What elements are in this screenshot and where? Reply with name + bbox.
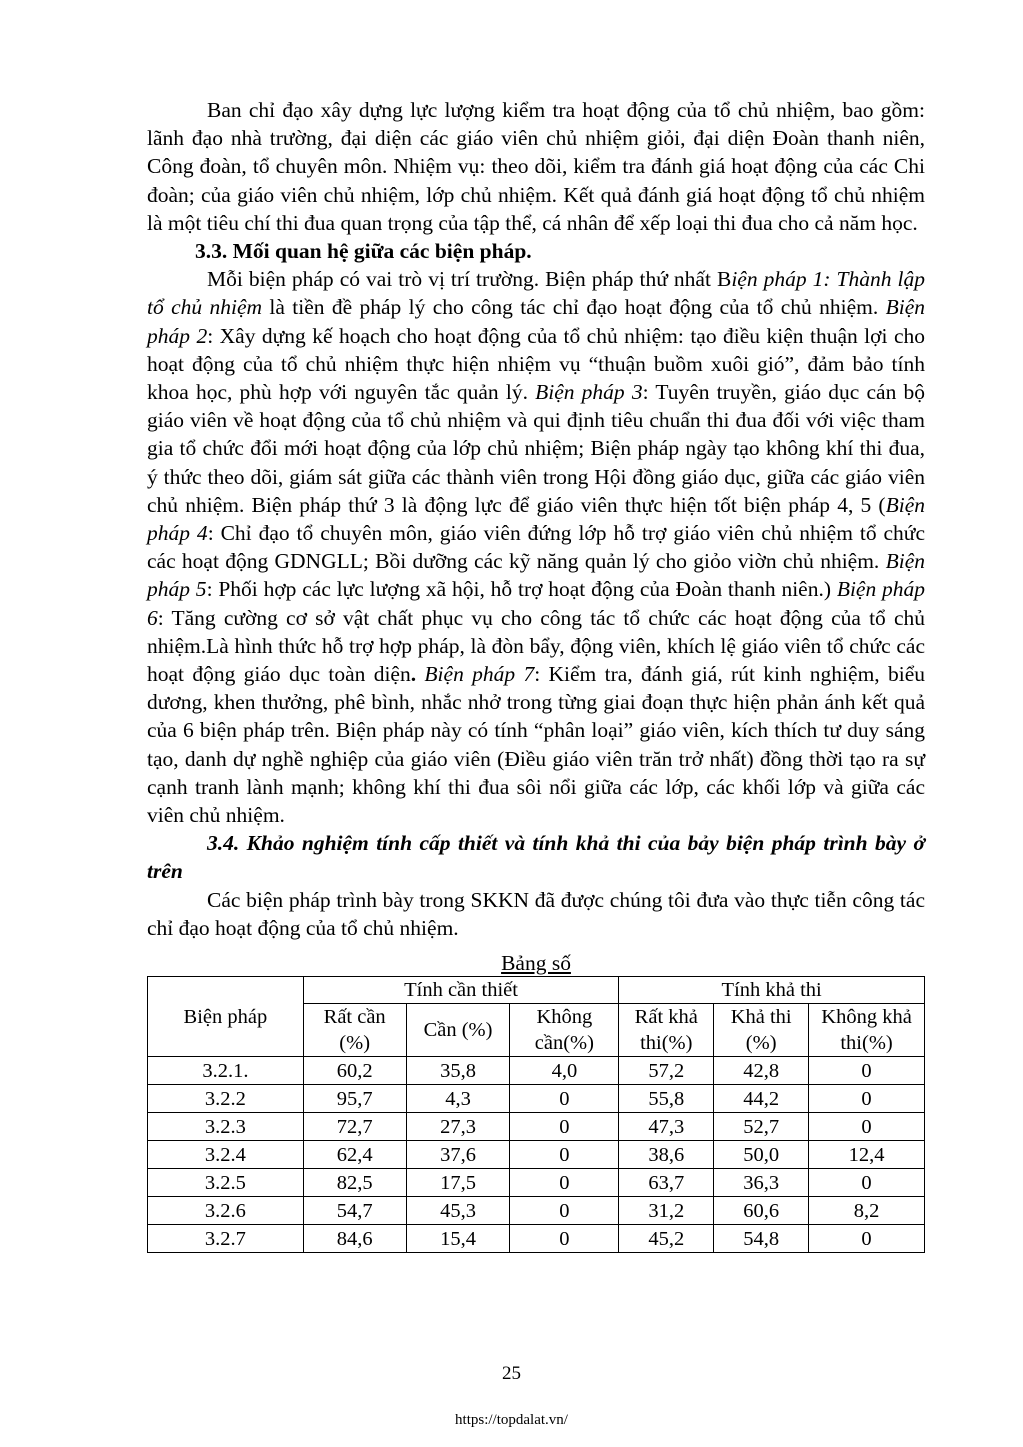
- table-cell-measure: 3.2.5: [148, 1169, 304, 1197]
- text-run: : Tuyên truyền, giáo dục cán bộ giáo viên về hoạt động của tổ chủ nhiệm và qui định tiêu chuẩn thi đua đối với việc tham gia tổ chức đổi mới hoạt động của lớp chủ nhiệm; Biện pháp ngày tạo không khí thi đua, ý thức theo dõi, giám sát giữa các thành viên trong Hội đồng giáo dục, giữa các giáo viên chủ nhiệm. Biện pháp thứ 3 là động lực để giáo viên thực hiện tốt biện pháp 4, 5 (: [147, 380, 926, 517]
- table-cell-value: 47,3: [619, 1113, 714, 1141]
- survey-table: [147, 976, 925, 1253]
- italic-run: Biện pháp 4: [147, 492, 925, 546]
- table-cell-value: 37,6: [406, 1141, 510, 1169]
- table-cell-value: 62,4: [303, 1141, 406, 1169]
- table-cell-value: 0: [809, 1085, 925, 1113]
- italic-run: iện pháp 1: Thành lập tổ chủ nhiệm: [147, 267, 925, 320]
- table-cell-value: 55,8: [619, 1085, 714, 1113]
- table-cell-value: 72,7: [303, 1113, 406, 1141]
- table-cell-value: 15,4: [406, 1225, 510, 1253]
- table-cell-value: 0: [510, 1141, 619, 1169]
- heading-3-4: 3.4. Khảo nghiệm tính cấp thiết và tính khả thi của bảy biện pháp trình bày ở trên: [147, 831, 925, 884]
- table-cell-value: 38,6: [619, 1141, 714, 1169]
- table-cell-value: 95,7: [303, 1085, 406, 1113]
- table-cell-value: 0: [510, 1169, 619, 1197]
- table-cell-value: 0: [510, 1085, 619, 1113]
- subheader-rat-can: Rất cần (%): [303, 1004, 406, 1057]
- paragraph-leadership-board: Ban chỉ đạo xây dựng lực lượng kiểm tra hoạt động của tổ chủ nhiệm, bao gồm: lãnh đạo nhà trường, đại diện các giáo viên chủ nhiệm giỏi, đại diện Đoàn thanh niên, Công đoàn, tổ chuyên môn. Nhiệm vụ: theo dõi, kiểm tra đánh giá hoạt động của các Chi đoàn; của giáo viên chủ nhiệm, lớp chủ nhiệm. Kết quả đánh giá hoạt động tổ chủ nhiệm là một tiêu chí thi đua quan trọng của tập thể, cá nhân để xếp loại thi đua cho cả năm học.: [147, 98, 925, 235]
- table-cell-value: 0: [809, 1225, 925, 1253]
- table-row: [148, 1113, 925, 1141]
- heading-3-3: 3.3. Mối quan hệ giữa các biện pháp.: [195, 239, 532, 264]
- text-run: : Tăng cường cơ sở vật chất phục vụ cho công tác tổ chức các hoạt động của tổ chủ nhiệm.Là hình thức hỗ trợ hợp pháp, là đòn bẩy, động viên, khích lệ giáo viên tổ chức các hoạt động giáo dục toàn diện: [147, 605, 925, 687]
- table-cell-value: 45,2: [619, 1225, 714, 1253]
- table-cell-value: 0: [809, 1113, 925, 1141]
- header-bien-phap: Biện pháp: [148, 977, 304, 1057]
- subheader-rat-kha-thi: Rất khả thi(%): [619, 1004, 714, 1057]
- table-cell-value: 27,3: [406, 1113, 510, 1141]
- subheader-khong-can: Không cần(%): [510, 1004, 619, 1057]
- footer-url: https://topdalat.vn/: [455, 1412, 568, 1428]
- table-cell-value: 36,3: [714, 1169, 809, 1197]
- table-cell-measure: 3.2.6: [148, 1197, 304, 1225]
- italic-run: Biện pháp 7: [424, 662, 535, 687]
- table-cell-value: 54,7: [303, 1197, 406, 1225]
- table-row: [148, 1057, 925, 1085]
- table-cell-value: 57,2: [619, 1057, 714, 1085]
- table-row: [148, 1169, 925, 1197]
- table-body: [148, 1057, 925, 1253]
- table-cell-value: 35,8: [406, 1057, 510, 1085]
- table-cell-value: 63,7: [619, 1169, 714, 1197]
- italic-run: Biện pháp 2: [147, 295, 926, 348]
- table-cell-value: 60,2: [303, 1057, 406, 1085]
- table-header-row: [148, 977, 925, 1004]
- header-tinh-kha-thi: Tính khả thi: [619, 977, 925, 1004]
- table-cell-value: 50,0: [714, 1141, 809, 1169]
- bold-run: .: [410, 662, 417, 687]
- table-cell-value: 84,6: [303, 1225, 406, 1253]
- table-cell-measure: 3.2.4: [148, 1141, 304, 1169]
- italic-run: Biện pháp 3: [535, 380, 643, 405]
- table-cell-value: 4,0: [510, 1057, 619, 1085]
- text-run: Mỗi biện pháp có vai trò vị trí trường. Biện pháp thứ nhất B: [207, 267, 732, 292]
- table-row: [148, 1197, 925, 1225]
- table-row: [148, 1225, 925, 1253]
- table-row: [148, 1141, 925, 1169]
- text-run: là tiền đề pháp lý cho công tác chỉ đạo hoạt động của tổ chủ nhiệm.: [262, 295, 886, 320]
- table-cell-value: 0: [809, 1057, 925, 1085]
- table-cell-value: 4,3: [406, 1085, 510, 1113]
- table-cell-value: 0: [510, 1113, 619, 1141]
- table-cell-measure: 3.2.1.: [148, 1057, 304, 1085]
- document-page: [147, 96, 925, 1253]
- table-cell-value: 52,7: [714, 1113, 809, 1141]
- table-row: [148, 1085, 925, 1113]
- table-cell-value: 60,6: [714, 1197, 809, 1225]
- table-cell-measure: 3.2.3: [148, 1113, 304, 1141]
- table-cell-value: 0: [510, 1197, 619, 1225]
- text-run: : Kiểm tra, đánh giá, rút kinh nghiệm, biểu dương, khen thưởng, phê bình, nhắc nhở trong từng giai đoạn thực hiện phản ánh kết quả của 6 biện pháp trên. Biện pháp này có tính “phân loại” giáo viên, kích thích tư duy sáng tạo, danh dự nghề nghiệp của giáo viên (Điều giáo viên trăn trở nhất) đồng thời tạo ra sự cạnh tranh lành mạnh; không khí thi đua sôi nổi giữa các lớp, các khối lớp và giữa các viên chủ nhiệm.: [147, 662, 926, 828]
- paragraph-relationship: [147, 265, 925, 829]
- header-tinh-can-thiet: Tính cần thiết: [303, 977, 619, 1004]
- table-cell-value: 82,5: [303, 1169, 406, 1197]
- page-number: 25: [502, 1363, 521, 1384]
- subheader-can: Cần (%): [406, 1004, 510, 1057]
- table-cell-value: 44,2: [714, 1085, 809, 1113]
- subheader-khong-kha-thi: Không khả thi(%): [809, 1004, 925, 1057]
- subheader-kha-thi: Khả thi (%): [714, 1004, 809, 1057]
- table-cell-value: 8,2: [809, 1197, 925, 1225]
- table-cell-value: 31,2: [619, 1197, 714, 1225]
- table-cell-value: 54,8: [714, 1225, 809, 1253]
- table-cell-value: 0: [510, 1225, 619, 1253]
- table-cell-value: 0: [809, 1169, 925, 1197]
- table-cell-measure: 3.2.2: [148, 1085, 304, 1113]
- text-run: : Xây dựng kế hoạch cho hoạt động của tổ chủ nhiệm: tạo điều kiện thuận lợi cho hoạt động của tổ chủ nhiệm thực hiện nhiệm vụ “thuận buồm xuôi gió”, đảm bảo tính khoa học, phù hợp với nguyên tắc quản lý.: [147, 323, 925, 405]
- table-cell-value: 17,5: [406, 1169, 510, 1197]
- table-cell-measure: 3.2.7: [148, 1225, 304, 1253]
- table-cell-value: 12,4: [809, 1141, 925, 1169]
- table-cell-value: 42,8: [714, 1057, 809, 1085]
- paragraph-experiment: Các biện pháp trình bày trong SKKN đã được chúng tôi đưa vào thực tiễn công tác chỉ đạo hoạt động của tổ chủ nhiệm.: [147, 887, 925, 940]
- table-caption: Bảng số: [501, 951, 571, 976]
- italic-run: Biện pháp 5: [147, 549, 925, 602]
- table-cell-value: 45,3: [406, 1197, 510, 1225]
- italic-run: Biện pháp 6: [147, 577, 926, 630]
- text-run: : Phối hợp các lực lượng xã hội, hỗ trợ hoạt động của Đoàn thanh niên.): [206, 577, 837, 602]
- text-run: : Chỉ đạo tổ chuyên môn, giáo viên đứng lớp hỗ trợ giáo viên chủ nhiệm tổ chức các hoạt động GDNGLL; Bồi dưỡng các kỹ năng quản lý cho giỏo viờn chủ nhiệm.: [147, 521, 926, 574]
